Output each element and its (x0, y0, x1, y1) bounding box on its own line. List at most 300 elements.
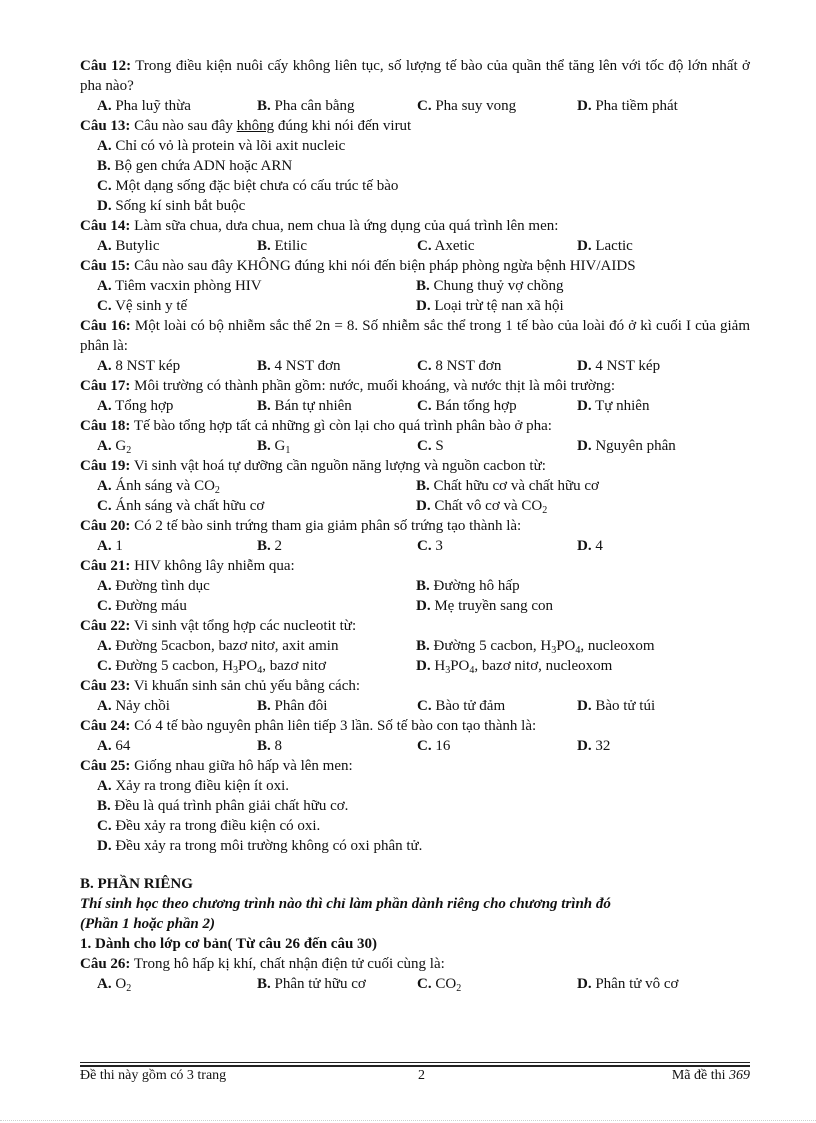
option-letter: A. (97, 278, 112, 294)
answer-option (97, 836, 422, 856)
subsection-title: 1. Dành cho lớp cơ bản( Từ câu 26 đến câu 30) (80, 936, 378, 952)
option-letter: C. (417, 698, 432, 714)
option-subscript: 2 (126, 983, 132, 994)
option-text: Bào tử đảm (435, 698, 506, 714)
option-letter: D. (577, 238, 592, 254)
footer-page-number: 2 (418, 1068, 425, 1083)
option-subscript: 4 (257, 665, 263, 676)
option-text: Chỉ có vỏ là protein và lõi axit nucleic (115, 138, 346, 154)
answer-option (417, 236, 577, 256)
footer-code-value: 369 (729, 1068, 750, 1083)
option-letter: A. (97, 638, 112, 654)
option-subscript: 4 (469, 665, 475, 676)
question-label: Câu 25: (80, 758, 131, 774)
question-label: Câu 22: (80, 618, 131, 634)
option-text: Vệ sinh y tế (115, 298, 188, 314)
option-text: Ánh sáng và chất hữu cơ (115, 498, 265, 514)
answer-option (577, 696, 737, 716)
answer-option (417, 536, 577, 556)
option-text: 4 NST kép (595, 358, 661, 374)
option-text: Lactic (595, 238, 633, 254)
answer-option (97, 196, 245, 216)
answer-option (577, 536, 737, 556)
option-text: G (274, 438, 286, 454)
options-row (80, 436, 750, 456)
option-text: Chung thuỷ vợ chồng (433, 278, 564, 294)
option-letter: B. (257, 358, 271, 374)
option-letter: C. (97, 298, 112, 314)
option-text: Pha luỹ thừa (115, 98, 191, 114)
section-title: B. PHẦN RIÊNG (80, 876, 193, 892)
option-letter: B. (257, 398, 271, 414)
option-letter: A. (97, 538, 112, 554)
option-letter: D. (577, 358, 592, 374)
answer-option (417, 436, 577, 456)
footer-page-count: Đề thi này gồm có 3 trang (80, 1068, 227, 1083)
option-text: Chất hữu cơ và chất hữu cơ (433, 478, 599, 494)
option-letter: A. (97, 138, 112, 154)
option-letter: B. (416, 478, 430, 494)
answer-option (97, 736, 257, 756)
question-label: Câu 19: (80, 458, 131, 474)
option-letter: D. (577, 738, 592, 754)
footer-code-label: Mã đề thi (671, 1068, 726, 1083)
option-text: Đường 5cacbon, bazơ nitơ, axit amin (115, 638, 339, 654)
answer-option (97, 356, 257, 376)
question (80, 556, 750, 616)
option-text: Pha tiềm phát (595, 98, 678, 114)
options-row (80, 476, 750, 496)
option-text: Nguyên phân (595, 438, 676, 454)
answer-option (416, 496, 547, 516)
option-letter: A. (97, 738, 112, 754)
option-letter: A. (97, 358, 112, 374)
answer-option (577, 356, 737, 376)
question-label: Câu 21: (80, 558, 131, 574)
question-26 (80, 954, 750, 994)
option-text: Bộ gen chứa ADN hoặc ARN (114, 158, 293, 174)
answer-option (97, 236, 257, 256)
option-letter: A. (97, 98, 112, 114)
option-letter: C. (417, 238, 432, 254)
question-label: Câu 26: (80, 956, 131, 972)
question-text: Giống nhau giữa hô hấp và lên men: (134, 758, 353, 774)
option-text: PO (556, 638, 576, 654)
answer-option (416, 596, 553, 616)
options-row (80, 236, 750, 256)
answer-option (97, 396, 257, 416)
option-letter: D. (577, 538, 592, 554)
option-text: 2 (274, 538, 283, 554)
options-row (80, 816, 750, 836)
option-text: H (434, 658, 446, 674)
question (80, 676, 750, 716)
option-text: Bán tự nhiên (274, 398, 352, 414)
option-letter: D. (97, 838, 112, 854)
question-text: Câu nào sau đây (134, 118, 233, 134)
answer-option (417, 96, 577, 116)
options-row (80, 96, 750, 116)
option-subscript: 3 (445, 665, 451, 676)
option-text: Etilic (274, 238, 308, 254)
options-row (80, 776, 750, 796)
option-text: Bào tử túi (595, 698, 656, 714)
option-letter: D. (577, 98, 592, 114)
options-row (80, 836, 750, 856)
question (80, 716, 750, 756)
answer-option (257, 436, 417, 456)
option-text: , nucleoxom (580, 638, 655, 654)
question-text: Làm sữa chua, dưa chua, nem chua là ứng dụng của quá trình lên men: (134, 218, 559, 234)
option-subscript: 2 (456, 983, 462, 994)
options-row (80, 196, 750, 216)
option-letter: B. (97, 798, 111, 814)
question-stem (80, 256, 750, 276)
option-text: G (115, 438, 127, 454)
answer-option (257, 696, 417, 716)
option-letter: D. (416, 598, 431, 614)
option-subscript: 2 (126, 445, 132, 456)
question-label: Câu 23: (80, 678, 131, 694)
question-stem (80, 456, 750, 476)
option-letter: B. (416, 638, 430, 654)
option-text: 8 (274, 738, 283, 754)
answer-option (97, 436, 257, 456)
option-text: Bán tổng hợp (435, 398, 517, 414)
question (80, 954, 750, 994)
answer-option (416, 576, 520, 596)
question (80, 756, 750, 856)
answer-option (257, 96, 417, 116)
question-text: Vi sinh vật hoá tự dưỡng cần nguồn năng lượng và nguồn cacbon từ: (133, 458, 546, 474)
answer-option (97, 476, 416, 496)
page-edge-dotted (0, 1120, 816, 1121)
answer-option (97, 576, 416, 596)
exam-page (80, 56, 750, 994)
option-subscript: 3 (233, 665, 239, 676)
option-text: S (435, 438, 444, 454)
answer-option (97, 96, 257, 116)
question-text: HIV không lây nhiễm qua: (134, 558, 295, 574)
options-row (80, 396, 750, 416)
option-subscript: 2 (214, 485, 220, 496)
options-row (80, 736, 750, 756)
option-letter: D. (416, 658, 431, 674)
answer-option (416, 476, 599, 496)
options-row (80, 156, 750, 176)
question-stem (80, 756, 750, 776)
question-label: Câu 14: (80, 218, 131, 234)
option-letter: C. (417, 398, 432, 414)
option-text: Đều xảy ra trong điều kiện có oxi. (115, 818, 321, 834)
question-text: Vi khuẩn sinh sản chủ yếu bằng cách: (133, 678, 361, 694)
option-text: , bazơ nitơ, nucleoxom (474, 658, 613, 674)
option-letter: C. (97, 818, 112, 834)
answer-option (417, 696, 577, 716)
options-row (80, 596, 750, 616)
option-letter: B. (257, 976, 271, 992)
options-row (80, 356, 750, 376)
option-letter: D. (416, 298, 431, 314)
question (80, 116, 750, 216)
question-stem (80, 516, 750, 536)
option-text: Xảy ra trong điều kiện ít oxi. (115, 778, 290, 794)
option-subscript: 1 (285, 445, 291, 456)
option-letter: D. (577, 398, 592, 414)
question (80, 316, 750, 376)
question-label: Câu 24: (80, 718, 131, 734)
question-label: Câu 18: (80, 418, 131, 434)
question (80, 56, 750, 116)
option-text: Pha suy vong (435, 98, 517, 114)
answer-option (97, 536, 257, 556)
question (80, 616, 750, 676)
question-stem (80, 376, 750, 396)
option-letter: C. (97, 498, 112, 514)
option-letter: C. (97, 598, 112, 614)
answer-option (577, 974, 737, 994)
options-row (80, 276, 750, 296)
question-label: Câu 13: (80, 118, 131, 134)
answer-option (257, 396, 417, 416)
option-letter: B. (257, 438, 271, 454)
question (80, 376, 750, 416)
option-text: 4 NST đơn (274, 358, 341, 374)
option-text: 8 NST đơn (435, 358, 502, 374)
answer-option (577, 96, 737, 116)
answer-option (417, 974, 577, 994)
question (80, 416, 750, 456)
options-row (80, 576, 750, 596)
option-text: CO (435, 976, 457, 992)
question-label: Câu 15: (80, 258, 131, 274)
option-text: O (115, 976, 127, 992)
question-text: Câu nào sau đây KHÔNG đúng khi nói đến biện pháp phòng ngừa bệnh HIV/AIDS (134, 258, 636, 274)
option-text: Chất vô cơ và CO (434, 498, 543, 514)
option-letter: A. (97, 238, 112, 254)
option-text: Tiêm vacxin phòng HIV (115, 278, 262, 294)
option-text: PO (450, 658, 470, 674)
answer-option (577, 396, 737, 416)
answer-option (97, 696, 257, 716)
answer-option (257, 356, 417, 376)
option-letter: D. (577, 438, 592, 454)
option-letter: C. (97, 178, 112, 194)
spacer (80, 856, 750, 874)
option-letter: A. (97, 578, 112, 594)
options-row (80, 974, 750, 994)
answer-option (97, 496, 416, 516)
answer-option (97, 156, 292, 176)
question (80, 516, 750, 556)
question-text: Một loài có bộ nhiễm sắc thể 2n = 8. Số nhiễm sắc thể trong 1 tế bào của loài đó ở kì cuối I của giảm phân là: (80, 318, 750, 354)
answer-option (97, 974, 257, 994)
option-letter: B. (257, 738, 271, 754)
question-stem (80, 954, 750, 974)
option-letter: A. (97, 398, 112, 414)
question-stem (80, 416, 750, 436)
section-note-line1: Thí sinh học theo chương trình nào thì chỉ làm phần dành riêng cho chương trình đó (80, 896, 611, 912)
option-letter: B. (257, 238, 271, 254)
option-letter: D. (416, 498, 431, 514)
answer-option (257, 974, 417, 994)
answer-option (97, 276, 416, 296)
option-text: PO (238, 658, 258, 674)
question-stem (80, 316, 750, 356)
option-text: Đường tình dục (115, 578, 210, 594)
answer-option (97, 136, 345, 156)
option-letter: D. (97, 198, 112, 214)
footer-rule-thick (80, 1065, 750, 1067)
option-letter: A. (97, 438, 112, 454)
option-letter: B. (97, 158, 111, 174)
option-text: Butylic (115, 238, 160, 254)
question-stem (80, 716, 750, 736)
answer-option (417, 356, 577, 376)
option-letter: D. (577, 698, 592, 714)
options-row (80, 536, 750, 556)
option-letter: C. (417, 538, 432, 554)
option-text: Đường 5 cacbon, H (433, 638, 552, 654)
question (80, 256, 750, 316)
option-text: 3 (435, 538, 443, 554)
answer-option (416, 276, 564, 296)
option-subscript: 3 (551, 645, 557, 656)
option-letter: C. (417, 976, 432, 992)
question-stem (80, 616, 750, 636)
answer-option (97, 796, 348, 816)
option-letter: A. (97, 778, 112, 794)
options-row (80, 636, 750, 656)
question-stem (80, 556, 750, 576)
question-label: Câu 16: (80, 318, 131, 334)
options-row (80, 296, 750, 316)
options-row (80, 796, 750, 816)
answer-option (577, 236, 737, 256)
option-letter: B. (416, 578, 430, 594)
option-letter: B. (257, 698, 271, 714)
option-text: , bazơ nitơ (262, 658, 326, 674)
option-letter: C. (417, 358, 432, 374)
answer-option (257, 736, 417, 756)
answer-option (97, 776, 289, 796)
option-letter: B. (416, 278, 430, 294)
question-label: Câu 20: (80, 518, 131, 534)
question-stem (80, 56, 750, 96)
question-stem (80, 676, 750, 696)
answer-option (97, 636, 416, 656)
option-text: Đường máu (115, 598, 187, 614)
question-text: đúng khi nói đến virut (277, 118, 412, 134)
option-text: Tự nhiên (595, 398, 650, 414)
question-text: Có 2 tế bào sinh trứng tham gia giảm phân số trứng tạo thành là: (134, 518, 522, 534)
page-footer (80, 1068, 750, 1084)
option-text: Ánh sáng và CO (115, 478, 215, 494)
option-text: 8 NST kép (115, 358, 181, 374)
option-text: Đường 5 cacbon, H (115, 658, 234, 674)
question (80, 216, 750, 256)
option-letter: B. (257, 538, 271, 554)
option-text: Phân tử vô cơ (595, 976, 679, 992)
option-text: 1 (115, 538, 123, 554)
option-letter: D. (577, 976, 592, 992)
option-text: Nảy chồi (115, 698, 170, 714)
option-text: Phân đôi (274, 698, 328, 714)
question-stem (80, 116, 750, 136)
option-text: Sống kí sinh bắt buộc (115, 198, 246, 214)
option-letter: C. (417, 98, 432, 114)
answer-option (257, 236, 417, 256)
option-letter: C. (417, 438, 432, 454)
question-text: Trong điều kiện nuôi cấy không liên tục, số lượng tế bào của quần thể tăng lên với tốc độ lớn nhất ở pha nào? (80, 58, 750, 94)
question (80, 456, 750, 516)
option-text: Một dạng sống đặc biệt chưa có cấu trúc tế bào (115, 178, 399, 194)
answer-option (97, 596, 416, 616)
option-letter: C. (417, 738, 432, 754)
footer-exam-code (672, 1068, 750, 1084)
options-row (80, 136, 750, 156)
answer-option (97, 656, 416, 676)
option-text: Pha cân bằng (274, 98, 355, 114)
options-row (80, 656, 750, 676)
options-row (80, 696, 750, 716)
option-letter: C. (97, 658, 112, 674)
question-text-underlined: không (236, 118, 275, 134)
option-text: 32 (595, 738, 611, 754)
answer-option (257, 536, 417, 556)
answer-option (97, 816, 320, 836)
answer-option (577, 736, 737, 756)
option-text: 16 (435, 738, 451, 754)
footer-rule (80, 1062, 750, 1063)
answer-option (577, 436, 737, 456)
option-letter: B. (257, 98, 271, 114)
option-text: Axetic (434, 238, 475, 254)
options-row (80, 496, 750, 516)
question-label: Câu 17: (80, 378, 131, 394)
option-subscript: 4 (575, 645, 581, 656)
option-text: Đều là quá trình phân giải chất hữu cơ. (114, 798, 349, 814)
answer-option (417, 396, 577, 416)
answer-option (416, 636, 655, 656)
option-letter: A. (97, 698, 112, 714)
answer-option (416, 656, 612, 676)
question-text: Môi trường có thành phần gồm: nước, muối khoáng, và nước thịt là môi trường: (134, 378, 616, 394)
answer-option (416, 296, 564, 316)
answer-option (97, 176, 398, 196)
question-label: Câu 12: (80, 58, 132, 74)
option-text: Phân tử hữu cơ (274, 976, 366, 992)
section-note-line2: (Phần 1 hoặc phần 2) (80, 916, 216, 932)
option-subscript: 2 (542, 505, 548, 516)
option-letter: A. (97, 478, 112, 494)
answer-option (97, 296, 416, 316)
question-stem (80, 216, 750, 236)
question-list (80, 56, 750, 856)
answer-option (417, 736, 577, 756)
option-letter: A. (97, 976, 112, 992)
option-text: Đường hô hấp (433, 578, 520, 594)
question-text: Vi sinh vật tổng hợp các nucleotit từ: (133, 618, 357, 634)
question-text: Trong hô hấp kị khí, chất nhận điện tử cuối cùng là: (133, 956, 445, 972)
option-text: 64 (115, 738, 131, 754)
options-row (80, 176, 750, 196)
question-text: Tế bào tổng hợp tất cả những gì còn lại cho quá trình phân bào ở pha: (133, 418, 552, 434)
option-text: Loại trừ tệ nan xã hội (434, 298, 564, 314)
option-text: Đều xảy ra trong môi trường không có oxi phân tử. (115, 838, 423, 854)
option-text: 4 (595, 538, 603, 554)
question-text: Có 4 tế bào nguyên phân liên tiếp 3 lần. Số tế bào con tạo thành là: (134, 718, 537, 734)
